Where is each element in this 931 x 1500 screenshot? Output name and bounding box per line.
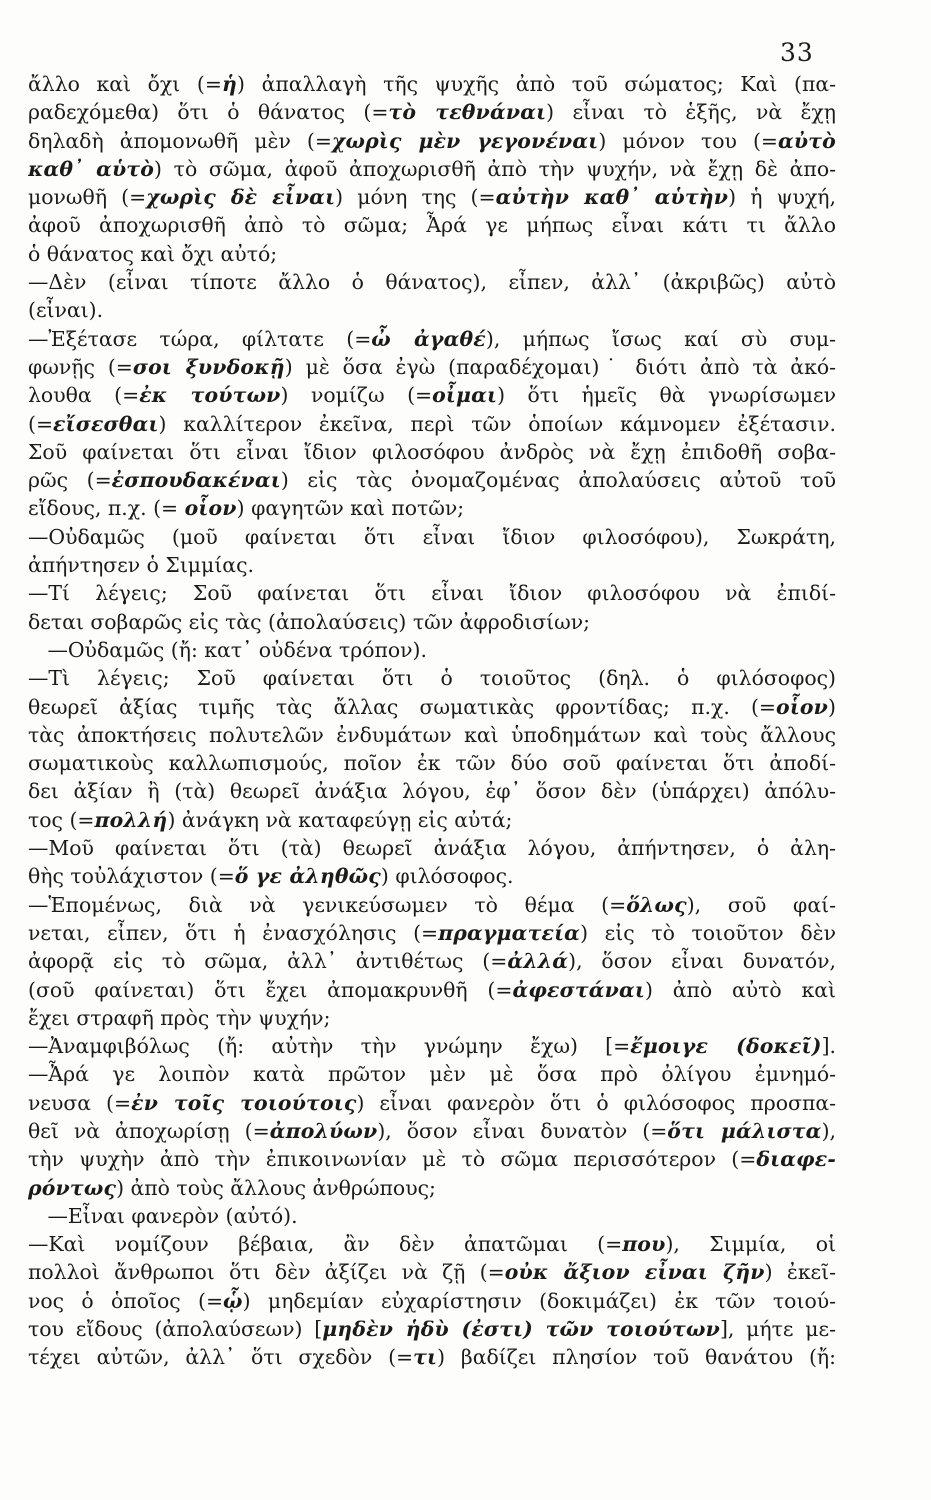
text-run: ) ἀπὸ αὐτὸ καὶ xyxy=(644,977,836,1002)
text-run: (= xyxy=(28,411,54,436)
text-run: ) ἀπὸ τοὺς ἄλλους ἀνθρώπους; xyxy=(116,1175,436,1200)
text-line xyxy=(28,155,836,183)
text-line xyxy=(28,353,836,381)
text-line xyxy=(28,806,836,834)
emphasized-phrase: πραγματεία xyxy=(438,920,581,945)
text-run: σωματικοὺς καλλωπισμούς, ποῖον ἐκ τῶν δύο σοῦ φαίνεται ὅτι ἀποδί- xyxy=(28,751,836,776)
text-run: τὰς ἀποκτήσεις πολυτελῶν ἐνδυμάτων καὶ ὑποδημάτων καὶ τοὺς ἄλλους xyxy=(28,722,836,747)
text-run: —Δὲν (εἶναι τίποτε ἄλλο ὁ θάνατος), εἶπεν, ἀλλ᾽ (ἀκριβῶς) αὐτὸ xyxy=(28,270,836,295)
text-run: —Ἆρά γε λοιπὸν κατὰ πρῶτον μὲν μὲ ὅσα πρὸ ὀλίγου ἐμνημό- xyxy=(28,1062,836,1087)
text-run: —Εἶναι φανερὸν (αὐτό). xyxy=(28,1203,298,1228)
text-line xyxy=(28,1089,836,1117)
text-run: ἔχει στραφῆ πρὸς τὴν ψυχήν; xyxy=(28,1005,331,1030)
text-line xyxy=(28,523,836,551)
text-line xyxy=(28,749,836,777)
text-line xyxy=(28,1230,836,1258)
text-line xyxy=(28,1004,836,1032)
text-run: ) ἡ ψυχή, xyxy=(728,185,836,210)
text-run: ) καλλίτερον ἐκεῖνα, περὶ τῶν ὁποίων κάμνομεν ἐξέτασιν. xyxy=(158,411,836,436)
text-line xyxy=(28,976,836,1004)
emphasized-phrase: χωρὶς μὲν γεγονέναι xyxy=(331,128,599,153)
text-run: ), σοῦ φαί- xyxy=(686,892,836,917)
text-line xyxy=(28,1145,836,1173)
text-line xyxy=(28,862,836,890)
text-run: τὴν ψυχὴν ἀπὸ τὴν ἐπικοινωνίαν μὲ τὸ σῶμα περισσότερον (= xyxy=(28,1147,757,1172)
emphasized-phrase: ρόντως xyxy=(28,1175,117,1200)
text-run: —Οὐδαμῶς (μοῦ φαίνεται ὅτι εἶναι ἴδιον φιλοσόφου), Σωκράτη, xyxy=(28,524,836,549)
text-line xyxy=(28,1117,836,1145)
emphasized-phrase: ἡ xyxy=(221,72,237,96)
text-run: λουθα (= xyxy=(28,383,140,408)
text-run: ) φαγητῶν καὶ ποτῶν; xyxy=(236,496,465,521)
text-line xyxy=(28,1202,836,1230)
text-run: —Οὐδαμῶς (ἤ: κατ᾽ οὐδένα τρόπον). xyxy=(28,637,427,662)
text-run: (σοῦ φαίνεται) ὅτι ἔχει ἀπομακρυνθῆ (= xyxy=(28,977,513,1002)
text-run: ) βαδίζει πλησίον τοῦ θανάτου (ἤ: xyxy=(437,1345,836,1370)
text-line xyxy=(28,98,836,126)
text-run: ), ὅσον εἶναι δυνατὸν (= xyxy=(377,1118,668,1143)
text-line xyxy=(28,466,836,494)
text-line xyxy=(28,325,836,353)
text-line xyxy=(28,579,836,607)
text-run: ) νομίζω (= xyxy=(280,383,433,408)
text-run: —Μοῦ φαίνεται ὅτι (τὰ) θεωρεῖ ἀνάξια λόγου, ἀπήντησεν, ὁ ἀλη- xyxy=(28,836,836,861)
text-run: ἀφορᾷ εἰς τὸ σῶμα, ἀλλ᾽ ἀντιθέτως (= xyxy=(28,949,508,974)
text-line xyxy=(28,721,836,749)
text-run: ) μόνη της (= xyxy=(335,185,496,210)
text-line xyxy=(28,410,836,438)
text-run: θὴς τοὐλάχιστον (= xyxy=(28,864,235,889)
text-run: Σοῦ φαίνεται ὅτι εἶναι ἴδιον φιλοσόφου ἀνδρὸς νὰ ἔχῃ ἐπιδοθῆ σοβα- xyxy=(28,439,836,464)
text-run: εἴδους, π.χ. (= xyxy=(28,496,185,521)
text-run: ) ἀνάγκη νὰ καταφεύγῃ εἰς αὐτά; xyxy=(167,807,513,832)
emphasized-phrase: διαφε- xyxy=(756,1147,836,1172)
text-line xyxy=(28,127,836,155)
text-run: ) φιλόσοφος. xyxy=(380,864,514,889)
emphasized-phrase: καθ᾽ αὑτὸ xyxy=(28,156,155,181)
emphasized-phrase: ὅλως xyxy=(626,892,687,917)
text-run: ἀπήντησεν ὁ Σιμμίας. xyxy=(28,553,254,578)
text-run: δει ἀξίαν ἢ (τὰ) θεωρεῖ ἀνάξια λόγου, ἐφ᾽ ὅσον δὲν (ὑπάρχει) ἀπόλυ- xyxy=(28,779,836,804)
text-run: ) ἐκεῖ- xyxy=(764,1260,836,1285)
emphasized-phrase: ἐκ τούτων xyxy=(139,383,281,408)
text-run: ) τὸ σῶμα, ἀφοῦ ἀποχωρισθῆ ἀπὸ τὴν ψυχήν, νὰ ἔχῃ δὲ ἀπο- xyxy=(154,156,836,181)
text-line xyxy=(28,693,836,721)
emphasized-phrase: ἀφεστάναι xyxy=(512,977,645,1002)
text-line xyxy=(28,551,836,579)
text-run: ) εἶναι τὸ ἑξῆς, νὰ ἔχῃ xyxy=(546,100,836,125)
text-run: νος ὁ ὁποῖος (= xyxy=(28,1288,224,1313)
emphasized-phrase: ὦ ἀγαθέ xyxy=(371,326,486,351)
text-run: ), xyxy=(821,1118,836,1143)
text-run: ], μήτε με- xyxy=(719,1317,836,1342)
text-run: ) μὲ ὅσα ἐγὼ (παραδέχομαι)˙ διότι ἀπὸ τὰ ἀκό- xyxy=(284,354,836,379)
text-line xyxy=(28,947,836,975)
text-run: —Τὶ λέγεις; Σοῦ φαίνεται ὅτι ὁ τοιοῦτος (δηλ. ὁ φιλόσοφος) xyxy=(28,666,836,691)
text-line xyxy=(28,296,836,324)
emphasized-phrase: αὐτὸ xyxy=(778,128,836,153)
emphasized-phrase: ὅ γε ἀληθῶς xyxy=(234,864,381,889)
emphasized-phrase: τὸ τεθνάναι xyxy=(388,100,547,125)
emphasized-phrase: ἀπολύων xyxy=(269,1118,378,1143)
text-run: ) ἀπαλλαγὴ τῆς ψυχῆς ἀπὸ τοῦ σώματος; Καὶ (πα- xyxy=(236,72,836,96)
text-line xyxy=(28,608,836,636)
emphasized-phrase: ἀλλά xyxy=(507,949,569,974)
text-run: ) ὅτι ἡμεῖς θὰ γνωρίσωμεν xyxy=(497,383,836,408)
emphasized-phrase: ὅτι μάλιστα xyxy=(667,1118,822,1143)
emphasized-phrase: οἶμαι xyxy=(432,383,498,408)
text-run: ὁ θάνατος καὶ ὄχι αὐτό; xyxy=(28,241,278,266)
text-line xyxy=(28,919,836,947)
text-run: ) εἶναι φανερὸν ὅτι ὁ φιλόσοφος προσπα- xyxy=(356,1090,836,1115)
text-run: ραδεχόμεθα) ὅτι ὁ θάνατος (= xyxy=(28,100,389,125)
text-run: νεται, εἶπεν, ὅτι ἡ ἐνασχόλησις (= xyxy=(28,920,439,945)
text-run: —Ἐξέτασε τώρα, φίλτατε (= xyxy=(28,326,372,351)
text-run: ) μόνον του (= xyxy=(598,128,779,153)
emphasized-phrase: ἐν τοῖς τοιούτοις xyxy=(131,1090,357,1115)
text-line xyxy=(28,1032,836,1060)
page-number: 33 xyxy=(780,38,814,67)
text-line xyxy=(28,1258,836,1286)
text-body xyxy=(28,70,836,1372)
text-line xyxy=(28,70,836,98)
text-run: τος (= xyxy=(28,807,95,832)
text-line xyxy=(28,1174,836,1202)
text-line xyxy=(28,438,836,466)
emphasized-phrase: πολλή xyxy=(94,807,168,832)
text-line xyxy=(28,1315,836,1343)
text-line xyxy=(28,381,836,409)
emphasized-phrase: χωρὶς δὲ εἶναι xyxy=(146,185,336,210)
text-run: ρῶς (= xyxy=(28,468,112,493)
text-line xyxy=(28,664,836,692)
emphasized-phrase: που xyxy=(622,1232,666,1257)
text-run: θεῖ νὰ ἀποχωρίσῃ (= xyxy=(28,1118,270,1143)
text-line xyxy=(28,240,836,268)
text-run: ) μηδεμίαν εὐχαρίστησιν (δοκιμάζει) ἐκ τῶν τοιού- xyxy=(242,1288,836,1313)
emphasized-phrase: οἷον xyxy=(776,694,829,719)
text-run: ) xyxy=(828,694,836,719)
emphasized-phrase: ᾧ xyxy=(223,1288,243,1313)
text-run: —Ἀναμφιβόλως (ἤ: αὐτὴν τὴν γνώμην ἔχω) [= xyxy=(28,1034,631,1059)
emphasized-phrase: εἴσεσθαι xyxy=(53,411,159,436)
text-line xyxy=(28,268,836,296)
text-run: —Τί λέγεις; Σοῦ φαίνεται ὅτι εἶναι ἴδιον φιλοσόφου νὰ ἐπιδί- xyxy=(28,581,836,606)
emphasized-phrase: τι xyxy=(413,1345,438,1370)
text-run: δεται σοβαρῶς εἰς τὰς (ἀπολαύσεις) τῶν ἀφροδισίων; xyxy=(28,609,591,634)
text-run: τέχει αὐτῶν, ἀλλ᾽ ὅτι σχεδὸν (= xyxy=(28,1345,414,1370)
text-run: μονωθῆ (= xyxy=(28,185,147,210)
emphasized-phrase: αὐτὴν καθ᾽ αὑτὴν xyxy=(495,185,729,210)
text-line xyxy=(28,636,836,664)
text-run: ἄλλο καὶ ὄχι (= xyxy=(28,72,222,96)
text-line xyxy=(28,1343,836,1371)
text-run: φωνῇς (= xyxy=(28,354,133,379)
text-line xyxy=(28,891,836,919)
text-run: ]. xyxy=(821,1034,836,1059)
emphasized-phrase: οὐκ ἄξιον εἶναι ζῆν xyxy=(504,1260,765,1285)
text-line xyxy=(28,1287,836,1315)
text-line xyxy=(28,211,836,239)
text-run: δηλαδὴ ἀπομονωθῆ μὲν (= xyxy=(28,128,332,153)
text-line xyxy=(28,183,836,211)
text-line xyxy=(28,777,836,805)
text-run: —Καὶ νομίζουν βέβαια, ἂν δὲν ἀπατῶμαι (= xyxy=(28,1232,623,1257)
emphasized-phrase: οἷον xyxy=(184,496,237,521)
text-run: του εἴδους (ἀπολαύσεων) [ xyxy=(28,1317,323,1342)
text-line xyxy=(28,1060,836,1088)
text-run: —Ἑπομένως, διὰ νὰ γενικεύσωμεν τὸ θέμα (= xyxy=(28,892,627,917)
emphasized-phrase: μηδὲν ἡδὺ (ἐστι) τῶν τοιούτων xyxy=(322,1317,720,1342)
text-run: ἀφοῦ ἀποχωρισθῆ ἀπὸ τὸ σῶμα; Ἆρά γε μήπως εἶναι κάτι τι ἄλλο xyxy=(28,213,836,238)
text-run: ), Σιμμία, οἱ xyxy=(665,1232,836,1257)
text-run: ) εἰς τὰς ὀνομαζομένας ἀπολαύσεις αὐτοῦ τοῦ xyxy=(280,468,836,493)
text-line xyxy=(28,494,836,522)
text-run: (εἶναι). xyxy=(28,298,104,323)
text-run: ) εἰς τὸ τοιοῦτον δὲν xyxy=(580,920,836,945)
emphasized-phrase: σοι ξυνδοκῇ xyxy=(132,354,285,379)
text-run: θεωρεῖ ἀξίας τιμῆς τὰς ἄλλας σωματικὰς φροντίδας; π.χ. (= xyxy=(28,694,777,719)
text-run: ), μήπως ἴσως καί σὺ συμ- xyxy=(485,326,836,351)
text-run: ), ὅσον εἶναι δυνατόν, xyxy=(568,949,836,974)
text-run: πολλοὶ ἄνθρωποι ὅτι δὲν ἀξίζει νὰ ζῇ (= xyxy=(28,1260,505,1285)
text-line xyxy=(28,834,836,862)
text-run: νευσα (= xyxy=(28,1090,132,1115)
emphasized-phrase: ἔμοιγε (δοκεῖ) xyxy=(630,1034,822,1059)
emphasized-phrase: ἐσπουδακέναι xyxy=(111,468,281,493)
